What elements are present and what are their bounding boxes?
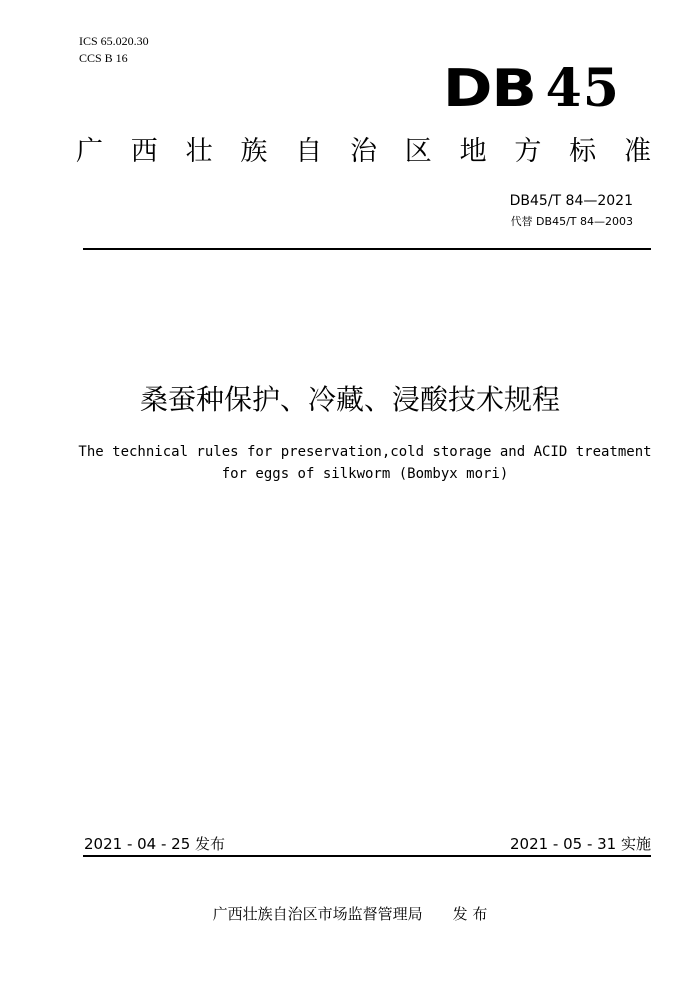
- classification-codes: [79, 33, 149, 67]
- standard-type-char: 壮: [185, 136, 213, 167]
- logo-db: DB: [442, 59, 536, 119]
- standard-type-title: [76, 133, 651, 171]
- standard-type-char: 广: [76, 136, 103, 167]
- ics-code: ICS 65.020.30: [79, 34, 149, 48]
- standard-type-char: 准: [623, 136, 651, 167]
- ccs-code: CCS B 16: [79, 51, 128, 65]
- logo-number: 45: [545, 58, 620, 119]
- chinese-title: 桑蚕种保护、冷藏、浸酸技术规程: [139, 383, 560, 416]
- implementation-date: 2021 - 05 - 31 实施: [509, 835, 651, 853]
- issuer-name: 广西壮族自治区市场监督管理局: [212, 905, 423, 923]
- standard-type-char: 方: [514, 136, 542, 167]
- top-divider: [83, 248, 651, 250]
- standard-type-char: 自: [295, 136, 323, 167]
- standard-type-char: 族: [240, 136, 268, 167]
- issue-date: 2021 - 04 - 25 发布: [84, 835, 226, 853]
- standard-type-char: 标: [569, 136, 597, 167]
- standard-type-char: 地: [459, 136, 487, 167]
- issuer-line: [0, 903, 700, 925]
- english-title: The technical rules for preservation,cold storage and ACID treatment for eggs of silkworm (Bombyx mori): [78, 444, 652, 482]
- standard-type-char: 区: [404, 136, 432, 167]
- issuer-action: 发 布: [452, 905, 488, 923]
- standard-type-char: 治: [349, 136, 377, 167]
- replaced-standard: 代替 DB45/T 84—2003: [510, 215, 633, 228]
- standard-code: DB45/T 84—2021: [509, 193, 633, 209]
- bottom-divider: [83, 855, 651, 857]
- standard-type-char: 西: [130, 136, 158, 167]
- db45-logo: [442, 58, 620, 120]
